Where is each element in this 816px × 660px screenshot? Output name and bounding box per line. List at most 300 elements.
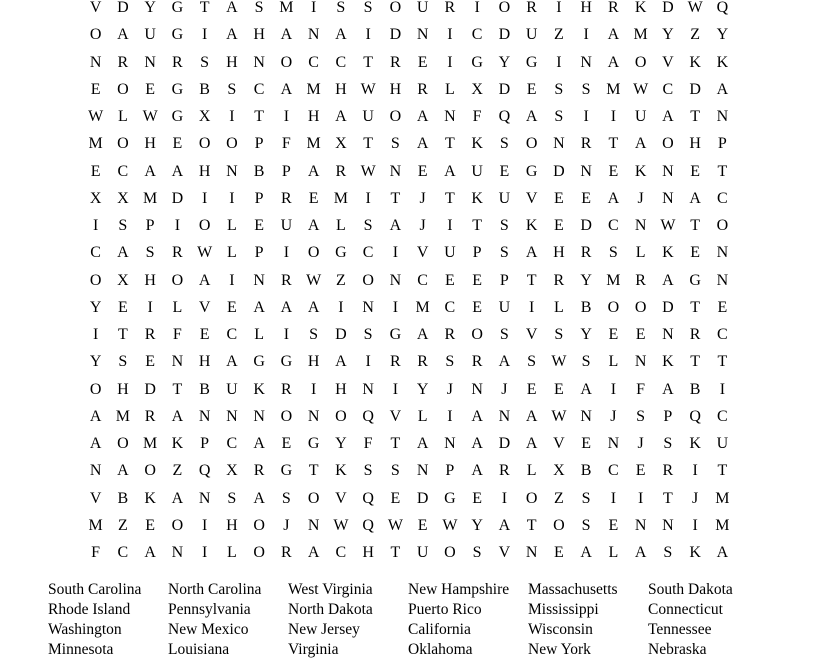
grid-letter[interactable]: E <box>472 489 483 507</box>
grid-letter[interactable]: Y <box>89 353 102 371</box>
grid-letter[interactable]: S <box>390 135 400 153</box>
grid-letter[interactable]: S <box>363 326 373 344</box>
grid-letter[interactable]: E <box>472 271 483 289</box>
grid-letter[interactable]: K <box>171 435 184 453</box>
grid-letter[interactable]: N <box>716 108 729 126</box>
grid-letter[interactable]: N <box>416 462 429 480</box>
grid-letter[interactable]: H <box>144 271 156 289</box>
grid-letter[interactable]: B <box>580 298 592 316</box>
grid-letter[interactable]: F <box>172 326 182 344</box>
grid-letter[interactable]: N <box>253 407 265 425</box>
grid-letter[interactable]: I <box>92 326 99 344</box>
grid-letter[interactable]: O <box>117 80 129 98</box>
grid-letter[interactable]: T <box>254 108 265 126</box>
grid-letter[interactable]: I <box>229 189 235 207</box>
grid-letter[interactable]: L <box>172 298 183 316</box>
grid-letter[interactable]: N <box>416 26 429 44</box>
grid-letter[interactable]: A <box>416 108 429 126</box>
grid-letter[interactable]: U <box>716 435 729 453</box>
grid-letter[interactable]: T <box>690 298 701 316</box>
grid-letter[interactable]: T <box>717 162 728 180</box>
grid-letter[interactable]: E <box>553 217 564 235</box>
grid-letter[interactable]: A <box>525 108 538 126</box>
grid-letter[interactable]: N <box>307 516 320 534</box>
grid-letter[interactable]: J <box>419 217 426 235</box>
grid-letter[interactable]: C <box>335 544 347 562</box>
grid-letter[interactable]: E <box>581 435 592 453</box>
grid-letter[interactable]: S <box>363 462 373 480</box>
grid-letter[interactable]: L <box>608 544 619 562</box>
grid-letter[interactable]: M <box>279 0 294 17</box>
grid-letter[interactable]: E <box>635 462 646 480</box>
grid-letter[interactable]: R <box>499 462 510 480</box>
grid-letter[interactable]: I <box>283 244 290 262</box>
grid-letter[interactable]: W <box>360 162 376 180</box>
grid-letter[interactable]: I <box>447 26 453 44</box>
grid-letter[interactable]: A <box>580 544 592 562</box>
grid-letter[interactable]: N <box>389 271 402 289</box>
grid-letter[interactable]: S <box>390 462 400 480</box>
grid-letter[interactable]: W <box>88 108 104 126</box>
grid-letter[interactable]: A <box>716 544 729 562</box>
grid-letter[interactable]: U <box>498 298 511 316</box>
grid-letter[interactable]: S <box>499 244 509 262</box>
grid-letter[interactable]: T <box>390 189 401 207</box>
grid-letter[interactable]: C <box>117 544 129 562</box>
grid-letter[interactable]: N <box>662 516 674 534</box>
grid-letter[interactable]: J <box>610 407 617 425</box>
grid-letter[interactable]: O <box>280 53 293 71</box>
grid-letter[interactable]: I <box>692 462 698 480</box>
grid-letter[interactable]: R <box>390 53 401 71</box>
grid-letter[interactable]: K <box>335 462 347 480</box>
grid-letter[interactable]: O <box>634 53 647 71</box>
grid-letter[interactable]: E <box>417 53 428 71</box>
grid-letter[interactable]: D <box>553 162 565 180</box>
grid-letter[interactable]: I <box>719 380 726 398</box>
grid-letter[interactable]: L <box>526 462 537 480</box>
grid-letter[interactable]: Q <box>689 407 701 425</box>
grid-letter[interactable]: M <box>115 407 130 425</box>
grid-letter[interactable]: V <box>662 53 674 71</box>
grid-letter[interactable]: O <box>335 407 347 425</box>
grid-letter[interactable]: A <box>607 26 620 44</box>
grid-letter[interactable]: E <box>608 162 619 180</box>
grid-letter[interactable]: I <box>474 0 480 17</box>
grid-letter[interactable]: U <box>444 244 456 262</box>
grid-letter[interactable]: E <box>254 217 265 235</box>
grid-letter[interactable]: A <box>307 217 320 235</box>
grid-letter[interactable]: G <box>307 435 320 453</box>
grid-letter[interactable]: P <box>200 435 210 453</box>
grid-letter[interactable]: E <box>472 298 483 316</box>
grid-letter[interactable]: N <box>253 271 265 289</box>
grid-letter[interactable]: E <box>553 189 564 207</box>
grid-letter[interactable]: O <box>444 544 456 562</box>
grid-letter[interactable]: O <box>634 298 647 316</box>
grid-letter[interactable]: V <box>89 0 102 17</box>
grid-letter[interactable]: U <box>498 189 511 207</box>
grid-letter[interactable]: T <box>608 135 619 153</box>
grid-letter[interactable]: T <box>390 435 401 453</box>
grid-letter[interactable]: Q <box>716 0 729 17</box>
grid-letter[interactable]: S <box>499 135 509 153</box>
grid-letter[interactable]: I <box>365 353 371 371</box>
grid-letter[interactable]: I <box>392 244 399 262</box>
grid-letter[interactable]: E <box>417 162 428 180</box>
grid-letter[interactable]: I <box>174 217 181 235</box>
grid-letter[interactable]: C <box>226 326 238 344</box>
grid-letter[interactable]: P <box>663 407 673 425</box>
grid-letter[interactable]: P <box>445 462 455 480</box>
grid-letter[interactable]: L <box>226 217 237 235</box>
grid-letter[interactable]: E <box>608 326 619 344</box>
grid-letter[interactable]: D <box>144 380 156 398</box>
grid-letter[interactable]: D <box>498 435 511 453</box>
grid-letter[interactable]: A <box>607 53 620 71</box>
grid-letter[interactable]: Y <box>662 26 674 44</box>
grid-letter[interactable]: O <box>144 462 156 480</box>
grid-letter[interactable]: I <box>637 489 644 507</box>
grid-letter[interactable]: W <box>551 353 567 371</box>
grid-letter[interactable]: U <box>416 544 429 562</box>
grid-letter[interactable]: A <box>307 162 320 180</box>
grid-letter[interactable]: R <box>635 271 646 289</box>
grid-letter[interactable]: G <box>525 162 538 180</box>
grid-letter[interactable]: E <box>117 298 128 316</box>
grid-letter[interactable]: I <box>392 298 399 316</box>
grid-letter[interactable]: K <box>689 544 701 562</box>
grid-letter[interactable]: N <box>171 353 184 371</box>
grid-letter[interactable]: Q <box>198 462 211 480</box>
grid-letter[interactable]: E <box>690 162 701 180</box>
grid-letter[interactable]: U <box>280 217 293 235</box>
grid-letter[interactable]: O <box>198 135 211 153</box>
grid-letter[interactable]: R <box>553 271 565 289</box>
grid-letter[interactable]: Z <box>335 271 346 289</box>
grid-letter[interactable]: D <box>335 326 347 344</box>
grid-letter[interactable]: R <box>580 135 592 153</box>
grid-letter[interactable]: V <box>525 326 538 344</box>
grid-letter[interactable]: A <box>253 489 265 507</box>
grid-letter[interactable]: T <box>308 462 319 480</box>
grid-letter[interactable]: N <box>471 380 483 398</box>
grid-letter[interactable]: B <box>253 162 265 180</box>
grid-letter[interactable]: N <box>607 435 620 453</box>
grid-letter[interactable]: C <box>226 435 238 453</box>
grid-letter[interactable]: L <box>608 353 619 371</box>
grid-letter[interactable]: V <box>498 544 511 562</box>
grid-letter[interactable]: E <box>390 489 401 507</box>
grid-letter[interactable]: E <box>499 162 510 180</box>
grid-letter[interactable]: A <box>335 108 347 126</box>
grid-letter[interactable]: M <box>333 189 348 207</box>
grid-letter[interactable]: N <box>198 489 211 507</box>
grid-letter[interactable]: O <box>525 135 538 153</box>
grid-letter[interactable]: C <box>471 26 483 44</box>
grid-letter[interactable]: Y <box>498 53 511 71</box>
grid-letter[interactable]: W <box>633 80 649 98</box>
grid-letter[interactable]: N <box>634 353 647 371</box>
grid-letter[interactable]: M <box>88 516 103 534</box>
grid-letter[interactable]: P <box>145 217 155 235</box>
grid-letter[interactable]: Y <box>716 26 729 44</box>
grid-letter[interactable]: G <box>689 271 701 289</box>
grid-letter[interactable]: P <box>254 135 264 153</box>
grid-letter[interactable]: E <box>717 298 728 316</box>
grid-letter[interactable]: C <box>717 407 728 425</box>
grid-letter[interactable]: T <box>690 108 701 126</box>
grid-letter[interactable]: H <box>307 108 320 126</box>
grid-letter[interactable]: H <box>198 353 211 371</box>
grid-letter[interactable]: A <box>144 162 156 180</box>
grid-letter[interactable]: M <box>88 135 103 153</box>
grid-letter[interactable]: G <box>171 108 184 126</box>
grid-letter[interactable]: S <box>554 80 564 98</box>
grid-letter[interactable]: N <box>444 435 456 453</box>
grid-letter[interactable]: F <box>91 544 101 562</box>
grid-letter[interactable]: N <box>716 244 729 262</box>
grid-letter[interactable]: Q <box>362 516 374 534</box>
grid-letter[interactable]: A <box>607 189 620 207</box>
grid-letter[interactable]: I <box>501 489 508 507</box>
grid-letter[interactable]: C <box>253 80 265 98</box>
grid-letter[interactable]: W <box>687 0 703 17</box>
grid-letter[interactable]: A <box>525 244 538 262</box>
grid-letter[interactable]: H <box>226 53 238 71</box>
grid-letter[interactable]: H <box>226 516 238 534</box>
grid-letter[interactable]: L <box>635 244 646 262</box>
grid-letter[interactable]: E <box>581 189 592 207</box>
grid-letter[interactable]: U <box>226 380 238 398</box>
grid-letter[interactable]: A <box>634 544 647 562</box>
grid-letter[interactable]: C <box>308 53 319 71</box>
grid-letter[interactable]: E <box>90 162 101 180</box>
grid-letter[interactable]: W <box>306 271 322 289</box>
grid-letter[interactable]: A <box>253 298 265 316</box>
grid-letter[interactable]: Q <box>362 407 374 425</box>
grid-letter[interactable]: G <box>171 80 184 98</box>
grid-letter[interactable]: G <box>335 244 347 262</box>
grid-letter[interactable]: S <box>445 353 455 371</box>
grid-letter[interactable]: I <box>583 108 589 126</box>
grid-letter[interactable]: N <box>716 271 729 289</box>
grid-letter[interactable]: E <box>526 80 537 98</box>
grid-letter[interactable]: Y <box>89 298 102 316</box>
grid-letter[interactable]: G <box>171 26 184 44</box>
grid-letter[interactable]: T <box>390 544 401 562</box>
grid-letter[interactable]: S <box>118 217 128 235</box>
grid-letter[interactable]: P <box>254 244 264 262</box>
grid-letter[interactable]: C <box>717 326 728 344</box>
grid-letter[interactable]: A <box>226 26 238 44</box>
grid-letter[interactable]: D <box>662 0 674 17</box>
grid-letter[interactable]: H <box>198 162 211 180</box>
grid-letter[interactable]: I <box>229 108 235 126</box>
grid-letter[interactable]: P <box>281 162 291 180</box>
grid-letter[interactable]: B <box>199 80 210 98</box>
grid-letter[interactable]: T <box>117 326 128 344</box>
grid-letter[interactable]: C <box>117 162 129 180</box>
grid-letter[interactable]: P <box>717 135 727 153</box>
grid-letter[interactable]: E <box>553 544 564 562</box>
grid-letter[interactable]: N <box>307 26 320 44</box>
grid-letter[interactable]: S <box>472 544 482 562</box>
grid-letter[interactable]: S <box>227 80 237 98</box>
grid-letter[interactable]: T <box>444 189 455 207</box>
grid-letter[interactable]: A <box>471 407 483 425</box>
grid-letter[interactable]: U <box>362 108 374 126</box>
grid-letter[interactable]: C <box>662 80 674 98</box>
grid-letter[interactable]: W <box>142 108 158 126</box>
grid-letter[interactable]: A <box>117 26 129 44</box>
grid-letter[interactable]: O <box>253 544 265 562</box>
grid-letter[interactable]: W <box>660 217 676 235</box>
grid-letter[interactable]: F <box>472 108 482 126</box>
grid-letter[interactable]: G <box>389 326 402 344</box>
grid-letter[interactable]: S <box>554 326 564 344</box>
grid-letter[interactable]: A <box>471 462 483 480</box>
grid-letter[interactable]: O <box>253 516 265 534</box>
grid-letter[interactable]: E <box>417 516 428 534</box>
grid-letter[interactable]: I <box>201 189 208 207</box>
grid-letter[interactable]: U <box>144 26 156 44</box>
grid-letter[interactable]: V <box>335 489 347 507</box>
grid-letter[interactable]: J <box>283 516 290 534</box>
grid-letter[interactable]: G <box>471 53 483 71</box>
grid-letter[interactable]: D <box>498 26 511 44</box>
grid-letter[interactable]: N <box>389 162 402 180</box>
grid-letter[interactable]: V <box>89 489 102 507</box>
grid-letter[interactable]: I <box>528 298 535 316</box>
grid-letter[interactable]: N <box>634 217 647 235</box>
grid-letter[interactable]: A <box>335 353 347 371</box>
grid-letter[interactable]: A <box>662 271 674 289</box>
grid-letter[interactable]: Z <box>553 489 564 507</box>
grid-letter[interactable]: R <box>281 271 292 289</box>
grid-letter[interactable]: V <box>525 189 538 207</box>
grid-letter[interactable]: I <box>610 108 617 126</box>
grid-letter[interactable]: A <box>662 108 674 126</box>
grid-letter[interactable]: S <box>363 0 373 17</box>
grid-letter[interactable]: N <box>171 544 184 562</box>
grid-letter[interactable]: I <box>229 271 235 289</box>
grid-letter[interactable]: Y <box>416 380 429 398</box>
grid-letter[interactable]: K <box>634 0 647 17</box>
grid-letter[interactable]: A <box>171 407 184 425</box>
grid-letter[interactable]: A <box>662 380 674 398</box>
grid-letter[interactable]: W <box>197 244 213 262</box>
grid-letter[interactable]: O <box>389 0 402 17</box>
grid-letter[interactable]: A <box>389 217 402 235</box>
grid-letter[interactable]: T <box>526 516 537 534</box>
grid-letter[interactable]: H <box>117 380 129 398</box>
grid-letter[interactable]: E <box>226 298 237 316</box>
grid-letter[interactable]: B <box>199 380 210 398</box>
grid-letter[interactable]: H <box>307 353 320 371</box>
grid-letter[interactable]: S <box>663 435 673 453</box>
grid-letter[interactable]: L <box>226 244 237 262</box>
grid-letter[interactable]: E <box>145 516 156 534</box>
grid-letter[interactable]: O <box>307 489 320 507</box>
grid-letter[interactable]: O <box>662 135 674 153</box>
grid-letter[interactable]: O <box>498 0 511 17</box>
grid-letter[interactable]: E <box>145 353 156 371</box>
grid-letter[interactable]: M <box>633 26 648 44</box>
grid-letter[interactable]: N <box>362 298 374 316</box>
grid-letter[interactable]: L <box>117 108 128 126</box>
grid-letter[interactable]: R <box>689 326 701 344</box>
grid-letter[interactable]: W <box>442 516 458 534</box>
grid-letter[interactable]: C <box>717 189 728 207</box>
grid-letter[interactable]: K <box>689 435 701 453</box>
grid-letter[interactable]: O <box>471 326 483 344</box>
grid-letter[interactable]: A <box>634 135 647 153</box>
grid-letter[interactable]: V <box>389 407 402 425</box>
grid-letter[interactable]: I <box>692 516 698 534</box>
grid-letter[interactable]: S <box>336 0 346 17</box>
grid-letter[interactable]: N <box>634 516 647 534</box>
grid-letter[interactable]: S <box>309 326 319 344</box>
grid-letter[interactable]: O <box>171 516 184 534</box>
grid-letter[interactable]: E <box>199 326 210 344</box>
grid-letter[interactable]: A <box>416 135 429 153</box>
grid-letter[interactable]: H <box>253 26 265 44</box>
grid-letter[interactable]: T <box>690 217 701 235</box>
grid-letter[interactable]: L <box>417 407 428 425</box>
grid-letter[interactable]: T <box>662 489 673 507</box>
grid-letter[interactable]: U <box>634 108 647 126</box>
grid-letter[interactable]: I <box>583 26 589 44</box>
grid-letter[interactable]: R <box>172 53 183 71</box>
grid-letter[interactable]: W <box>387 516 403 534</box>
grid-letter[interactable]: R <box>417 80 428 98</box>
grid-letter[interactable]: T <box>363 135 374 153</box>
grid-letter[interactable]: T <box>363 53 374 71</box>
grid-letter[interactable]: R <box>444 0 456 17</box>
grid-letter[interactable]: Z <box>117 516 128 534</box>
grid-letter[interactable]: M <box>415 298 430 316</box>
grid-letter[interactable]: V <box>553 435 565 453</box>
grid-letter[interactable]: D <box>416 489 429 507</box>
grid-letter[interactable]: K <box>662 244 674 262</box>
grid-letter[interactable]: I <box>447 407 453 425</box>
grid-letter[interactable]: R <box>144 407 156 425</box>
grid-letter[interactable]: O <box>362 271 374 289</box>
grid-letter[interactable]: F <box>363 435 373 453</box>
grid-letter[interactable]: N <box>553 135 565 153</box>
grid-letter[interactable]: H <box>335 80 347 98</box>
grid-letter[interactable]: N <box>198 407 211 425</box>
grid-letter[interactable]: A <box>89 435 102 453</box>
grid-letter[interactable]: N <box>662 162 674 180</box>
grid-letter[interactable]: U <box>471 162 483 180</box>
grid-letter[interactable]: A <box>307 298 320 316</box>
grid-letter[interactable]: E <box>281 435 292 453</box>
grid-letter[interactable]: N <box>525 544 538 562</box>
grid-letter[interactable]: K <box>662 353 674 371</box>
grid-letter[interactable]: I <box>392 380 399 398</box>
grid-letter[interactable]: B <box>117 489 129 507</box>
grid-letter[interactable]: S <box>581 489 591 507</box>
grid-letter[interactable]: J <box>637 189 644 207</box>
grid-letter[interactable]: O <box>226 135 238 153</box>
grid-letter[interactable]: C <box>444 298 456 316</box>
grid-letter[interactable]: X <box>553 462 565 480</box>
grid-letter[interactable]: Y <box>335 435 347 453</box>
grid-letter[interactable]: I <box>610 380 617 398</box>
grid-letter[interactable]: I <box>610 489 617 507</box>
